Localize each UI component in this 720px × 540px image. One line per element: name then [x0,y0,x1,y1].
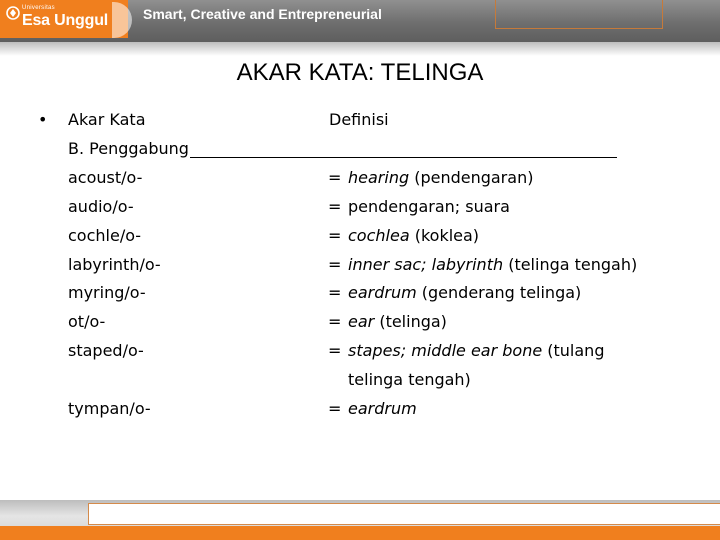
definition-translation: (genderang telinga) [416,283,582,302]
entry-definition [348,255,637,275]
definition-translation: (telinga) [374,312,447,331]
entry-root: audio/o- [68,197,134,216]
entry-equals: = [328,341,342,360]
definition-translation: (tulang [542,341,605,360]
entry-root: tympan/o- [68,399,151,418]
header-banner [0,0,720,42]
entry-root: acoust/o- [68,168,143,187]
entry-root: ot/o- [68,312,106,331]
definition-term: ear [348,312,375,331]
definition-term: eardrum [348,283,417,302]
definition-translation: (pendengaran) [409,168,534,187]
entry-equals: = [328,399,342,418]
entry-definition [348,399,417,419]
entry-definition [348,197,510,217]
slide-title: AKAR KATA: TELINGA [236,59,484,86]
logo-name: Esa Unggul [22,12,109,29]
definition-translation: (koklea) [409,226,480,245]
definition-translation: pendengaran; suara [348,197,510,216]
entry-definition [348,312,447,332]
entry-equals: = [328,226,342,245]
university-logo [0,0,128,38]
logo-arc-decoration [112,2,132,38]
entry-definition [348,341,604,361]
entry-equals: = [328,255,342,274]
entry-definition [348,168,533,188]
column-header-root: Akar Kata [68,110,146,129]
banner-frame-decoration [495,0,663,29]
entry-equals: = [328,197,342,216]
banner-shadow [0,42,720,56]
logo-university-label: Universitas [22,5,55,11]
tagline: Smart, Creative and Entrepreneurial [143,6,382,22]
footer-accent-stripe [0,526,720,540]
definition-term: hearing [348,168,410,187]
section-heading: B. Penggabung [68,139,189,158]
column-header-definition: Definisi [329,110,389,129]
definition-term: cochlea [348,226,410,245]
entry-root: labyrinth/o- [68,255,161,274]
definition-term: stapes; middle ear bone [348,341,543,360]
entry-root: myring/o- [68,283,146,302]
entry-root: cochle/o- [68,226,142,245]
definition-term: eardrum [348,399,417,418]
bullet-icon: • [38,110,48,129]
entry-equals: = [328,168,342,187]
footer-frame-decoration [88,503,720,525]
definition-term: inner sac; labyrinth [348,255,504,274]
underline-divider [190,157,617,158]
entry-definition [348,283,581,303]
entry-definition [348,226,479,246]
entry-equals: = [328,312,342,331]
entry-definition-continued: telinga tengah) [348,370,471,389]
entry-root: staped/o- [68,341,144,360]
entry-equals: = [328,283,342,302]
definition-translation: (telinga tengah) [503,255,638,274]
logo-emblem-icon [6,6,20,20]
